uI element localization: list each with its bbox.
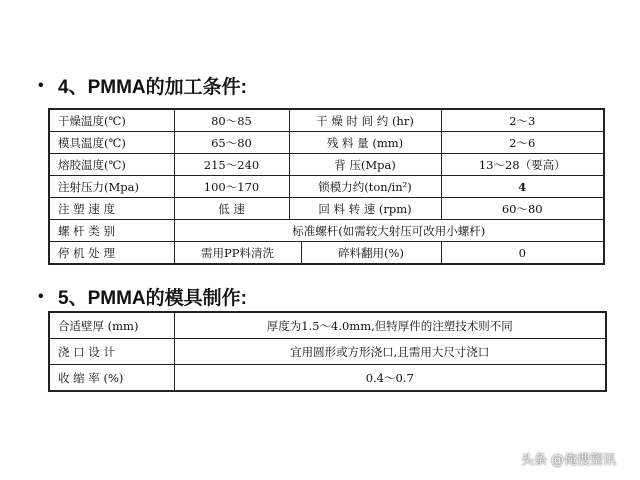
table-row [49,109,604,132]
param-label: 干燥温度(℃) [49,109,174,132]
processing-conditions-table [48,108,605,265]
section4-title: 4、PMMA的加工条件: [58,77,247,98]
param-label: 注射压力(Mpa) [49,176,174,198]
param-label: 合适壁厚 (mm) [49,312,174,339]
param-value: 60～80 [441,198,604,220]
section4-heading [38,72,247,99]
watermark: 头条 @俺搜塑讯 [520,453,616,468]
table-row [49,312,606,339]
param-label: 锁模力约(ton/in²) [289,176,441,198]
param-value: 4 [441,176,604,198]
table-row [49,220,604,242]
bullet: • [38,76,44,94]
param-label: 残 料 量 (mm) [289,132,441,154]
table-row [49,365,606,392]
param-label: 模具温度(℃) [49,132,174,154]
param-value: 2～3 [441,109,604,132]
param-value: 厚度为1.5～4.0mm,但特厚件的注塑技术则不同 [174,312,606,339]
param-value: 100～170 [174,176,289,198]
param-label: 浇 口 设 计 [49,339,174,365]
mold-design-table [48,311,607,392]
param-value: 0.4～0.7 [174,365,606,392]
param-label: 螺 杆 类 别 [49,220,174,242]
table-row [49,198,604,220]
param-value: 80～85 [174,109,289,132]
param-label: 熔胶温度(℃) [49,154,174,176]
param-label: 碎料翻用(%) [301,242,441,265]
param-label: 干 燥 时 间 约 (hr) [289,109,441,132]
param-label: 停 机 处 理 [49,242,174,265]
param-label: 回 料 转 速 (rpm) [289,198,441,220]
table-row [49,176,604,198]
section5-title: 5、PMMA的模具制作: [58,288,247,309]
param-value: 2～6 [441,132,604,154]
table-row [49,154,604,176]
param-value: 0 [441,242,604,265]
param-value: 65～80 [174,132,289,154]
param-value: 标准螺杆(如需较大射压可改用小螺杆) [174,220,604,242]
param-value: 13～28（要高） [441,154,604,176]
table-row [49,242,604,265]
param-label: 收 缩 率 (%) [49,365,174,392]
param-value: 宜用圆形或方形浇口,且需用大尺寸浇口 [174,339,606,365]
bullet: • [38,287,44,305]
table-row [49,132,604,154]
param-value: 需用PP料清洗 [174,242,301,265]
table-row [49,339,606,365]
param-label: 背 压(Mpa) [289,154,441,176]
param-value: 215～240 [174,154,289,176]
param-label: 注 塑 速 度 [49,198,174,220]
param-value: 低 速 [174,198,289,220]
section5-heading [38,283,247,310]
